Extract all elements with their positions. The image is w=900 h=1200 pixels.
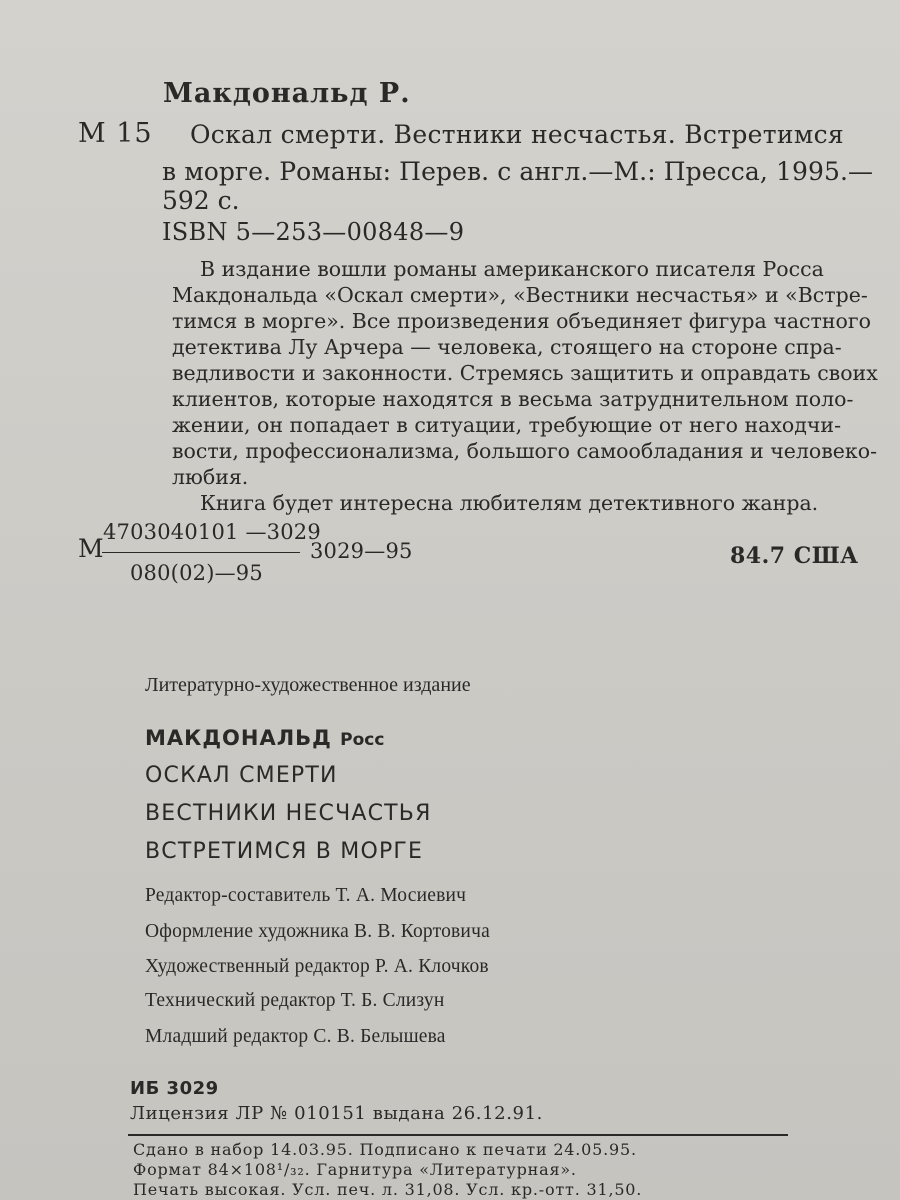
catalog-numerator: 4703040101 —3029 — [103, 520, 321, 544]
print-detail-line: Сдано в набор 14.03.95. Подписано к печати 24.05.95. — [133, 1140, 637, 1159]
imprint-author — [145, 726, 384, 750]
annotation-line: детектива Лу Арчера — человека, стоящего на стороне спра- — [172, 335, 842, 359]
card-author: Макдональд Р. — [163, 78, 411, 109]
annotation-line: Макдональда «Оскал смерти», «Вестники несчастья» и «Встре- — [172, 283, 868, 307]
annotation-line: клиентов, которые находятся в весьма затруднительном поло- — [172, 387, 854, 411]
author-given-name: Росс — [340, 730, 385, 750]
print-detail-line: Формат 84×108¹/₃₂. Гарнитура «Литературная». — [133, 1160, 577, 1179]
credit-line: Технический редактор Т. Б. Слизун — [145, 990, 445, 1011]
credit-line: Редактор-составитель Т. А. Мосиевич — [145, 885, 467, 906]
divider — [128, 1134, 788, 1136]
edition-genre: Литературно-художественное издание — [145, 674, 471, 696]
author-surname: МАКДОНАЛЬД — [145, 726, 332, 750]
title-2: ВЕСТНИКИ НЕСЧАСТЬЯ — [145, 801, 432, 826]
fraction-line — [102, 552, 300, 553]
catalog-middle: 3029—95 — [310, 539, 413, 563]
annotation-line: В издание вошли романы американского писателя Росса — [200, 257, 824, 281]
credit-line: Художественный редактор Р. А. Клочков — [145, 956, 489, 977]
annotation-line: Книга будет интересна любителям детективного жанра. — [200, 491, 819, 515]
bibliographic-line: Оскал смерти. Вестники несчастья. Встретимся — [190, 120, 844, 149]
bibliographic-line: в морге. Романы: Перев. с англ.—М.: Пресса, 1995.— — [162, 157, 874, 186]
bibliographic-line: 592 с. — [162, 186, 240, 215]
annotation-line: жении, он попадает в ситуации, требующие от него находчи- — [172, 413, 841, 437]
annotation-line: вости, профессионализма, большого самообладания и человеко- — [172, 439, 878, 463]
title-1: ОСКАЛ СМЕРТИ — [145, 763, 338, 788]
isbn: ISBN 5—253—00848—9 — [162, 218, 465, 246]
annotation-line: тимся в морге». Все произведения объединяет фигура частного — [172, 309, 871, 333]
print-detail-line: Печать высокая. Усл. печ. л. 31,08. Усл. кр.-отт. 31,50. — [133, 1180, 643, 1199]
ib-number: ИБ 3029 — [130, 1078, 219, 1099]
license-line: Лицензия ЛР № 010151 выдана 26.12.91. — [130, 1103, 543, 1124]
annotation-line: ведливости и законности. Стремясь защитить и оправдать своих — [172, 361, 878, 385]
bbk-code: 84.7 США — [730, 543, 859, 569]
title-3: ВСТРЕТИМСЯ В МОРГЕ — [145, 839, 424, 864]
catalog-denominator: 080(02)—95 — [130, 561, 263, 585]
catalog-letter: М — [78, 534, 104, 563]
credit-line: Младший редактор С. В. Белышева — [145, 1026, 446, 1047]
author-sign-code: М 15 — [78, 118, 153, 149]
annotation-line: любия. — [172, 465, 249, 489]
annotation — [172, 256, 878, 516]
credit-line: Оформление художника В. В. Кортовича — [145, 921, 490, 942]
